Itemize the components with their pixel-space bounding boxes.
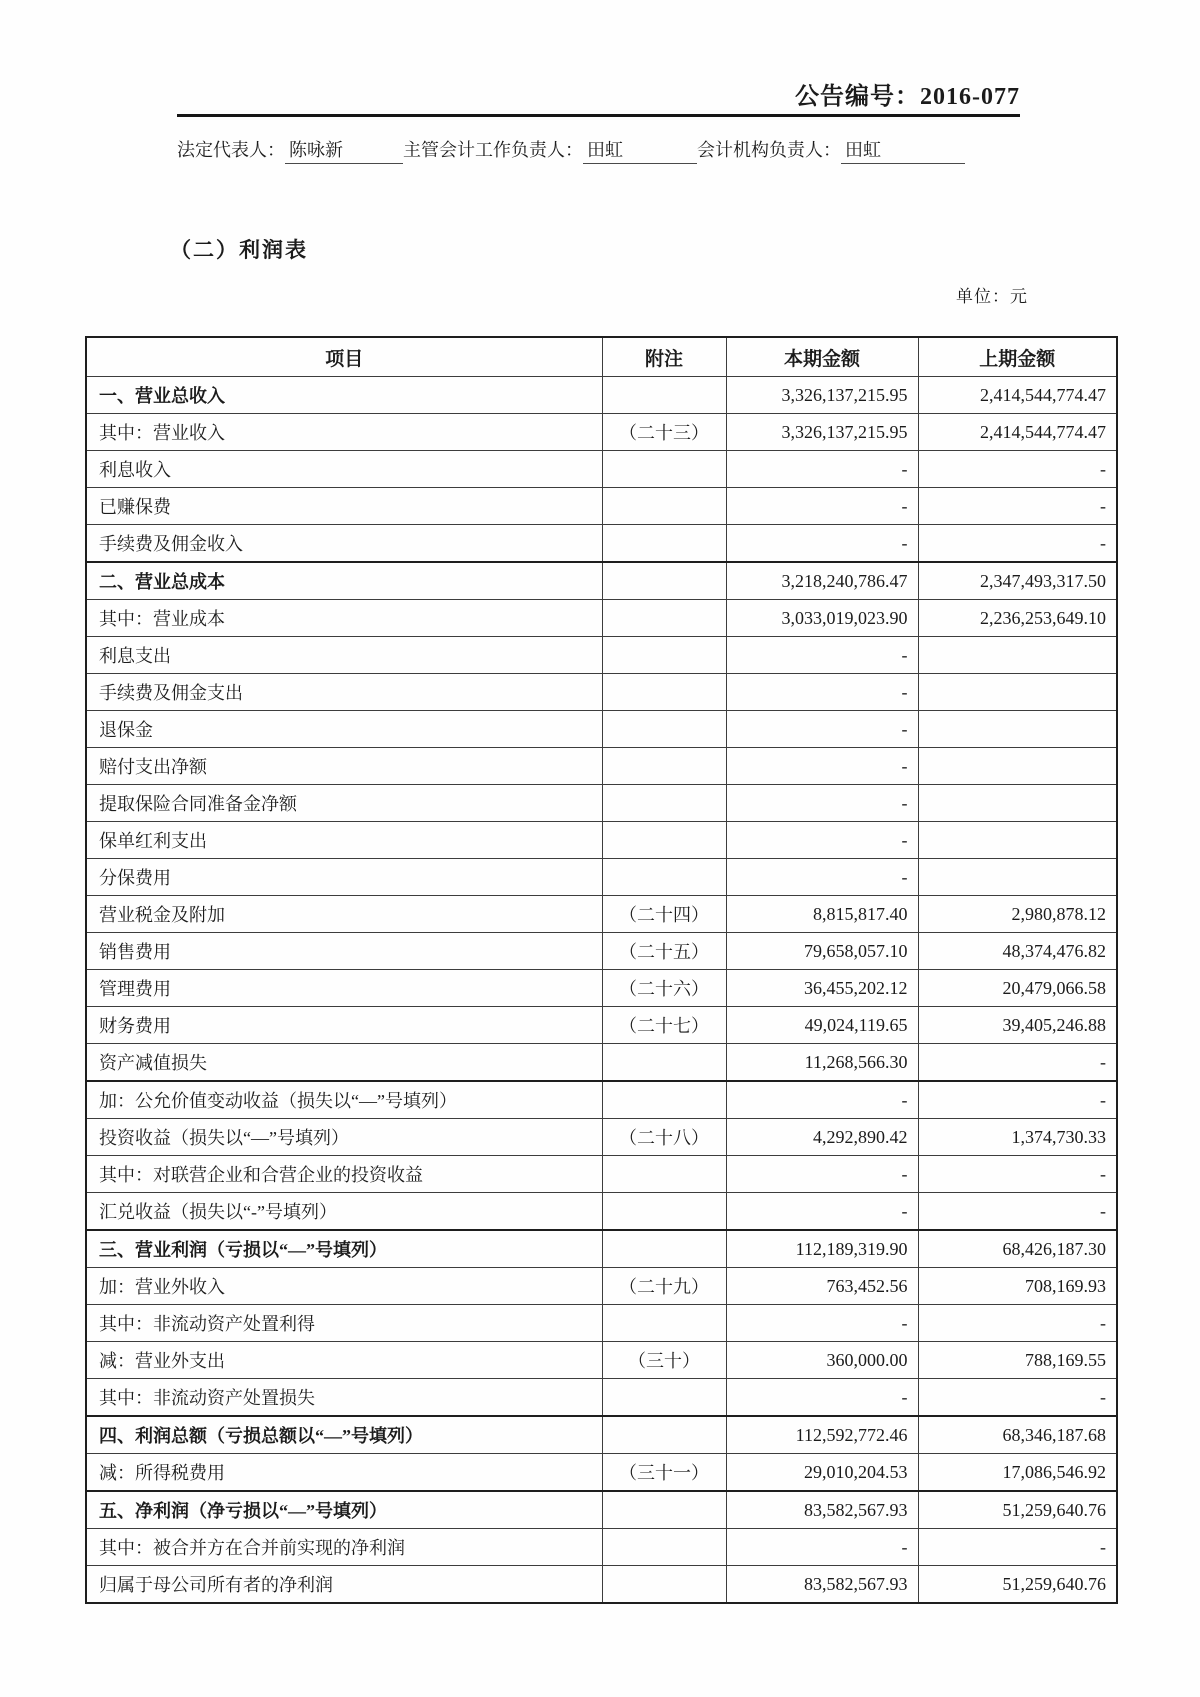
cell-note: （二十四） [602,896,726,933]
cell-note: （二十八） [602,1119,726,1156]
table-row [86,414,1117,451]
cell-current: 79,658,057.10 [726,933,918,970]
cell-note [602,377,726,414]
cell-prior: 1,374,730.33 [918,1119,1117,1156]
cell-item: 保单红利支出 [86,822,602,859]
cell-prior [918,637,1117,674]
cell-current: - [726,1193,918,1231]
header-rule [177,114,1020,117]
table-row [86,451,1117,488]
cell-item: 已赚保费 [86,488,602,525]
table-row [86,1081,1117,1119]
cell-note [602,1529,726,1566]
header-cell-note: 附注 [602,337,726,377]
cell-prior: 708,169.93 [918,1268,1117,1305]
cell-current: 3,326,137,215.95 [726,377,918,414]
cell-note: （二十七） [602,1007,726,1044]
table-row [86,933,1117,970]
section-title: （二）利润表 [170,238,308,262]
notice-number: 公告编号：2016-077 [795,84,1020,110]
cell-item: 赔付支出净额 [86,748,602,785]
cell-prior: 2,236,253,649.10 [918,600,1117,637]
cell-item: 退保金 [86,711,602,748]
table-row [86,1156,1117,1193]
cell-current: - [726,859,918,896]
table-row [86,1230,1117,1268]
cell-item: 其中：非流动资产处置损失 [86,1379,602,1417]
table-row [86,488,1117,525]
cell-current: 83,582,567.93 [726,1491,918,1529]
cell-prior [918,859,1117,896]
cell-current: 3,033,019,023.90 [726,600,918,637]
table-row [86,711,1117,748]
cell-note [602,600,726,637]
unit-label: 单位：元 [956,287,1028,306]
table-row [86,859,1117,896]
table-row [86,896,1117,933]
cell-prior [918,748,1117,785]
cell-prior: 17,086,546.92 [918,1454,1117,1492]
table-row [86,1193,1117,1231]
cell-note [602,1044,726,1082]
table-row [86,377,1117,414]
cell-note [602,488,726,525]
cell-note [602,674,726,711]
cell-prior: - [918,488,1117,525]
cell-item: 五、净利润（净亏损以“—”号填列） [86,1491,602,1529]
cell-item: 汇兑收益（损失以“-”号填列） [86,1193,602,1231]
cell-note [602,1230,726,1268]
table-row [86,1454,1117,1492]
cell-prior: 68,426,187.30 [918,1230,1117,1268]
cell-prior: - [918,1529,1117,1566]
cell-note [602,562,726,600]
table-row [86,1379,1117,1417]
cell-prior: 2,347,493,317.50 [918,562,1117,600]
cell-current: - [726,637,918,674]
cell-current: 4,292,890.42 [726,1119,918,1156]
legal-representative-name: 陈咏新 [285,136,403,164]
cell-item: 其中：营业成本 [86,600,602,637]
cell-current: 83,582,567.93 [726,1566,918,1604]
table-header-row [86,337,1117,377]
cell-note: （二十三） [602,414,726,451]
signers-line [177,136,965,164]
cell-item: 减：营业外支出 [86,1342,602,1379]
cell-current: 763,452.56 [726,1268,918,1305]
cell-current: - [726,748,918,785]
cell-item: 管理费用 [86,970,602,1007]
cell-current: 29,010,204.53 [726,1454,918,1492]
cell-note [602,822,726,859]
cell-prior: - [918,1305,1117,1342]
cell-note: （三十一） [602,1454,726,1492]
cell-current: - [726,1305,918,1342]
cell-prior: 20,479,066.58 [918,970,1117,1007]
cell-prior: - [918,1081,1117,1119]
chief-accounting-officer-label: 主管会计工作负责人： [403,140,583,160]
header-cell-current: 本期金额 [726,337,918,377]
cell-note [602,637,726,674]
cell-note: （二十六） [602,970,726,1007]
cell-note [602,1081,726,1119]
cell-prior: - [918,1193,1117,1231]
table-row [86,600,1117,637]
cell-prior: 51,259,640.76 [918,1566,1117,1604]
cell-prior: 788,169.55 [918,1342,1117,1379]
table-row [86,748,1117,785]
cell-prior [918,711,1117,748]
cell-current: - [726,1081,918,1119]
table-row [86,822,1117,859]
cell-note [602,785,726,822]
cell-prior: 2,414,544,774.47 [918,377,1117,414]
cell-current: 360,000.00 [726,1342,918,1379]
cell-item: 其中：非流动资产处置利得 [86,1305,602,1342]
accounting-department-head-name: 田虹 [841,136,965,164]
cell-prior: - [918,1044,1117,1082]
cell-current: 36,455,202.12 [726,970,918,1007]
cell-current: - [726,451,918,488]
cell-prior: 48,374,476.82 [918,933,1117,970]
chief-accounting-officer-name: 田虹 [583,136,697,164]
table-row [86,1044,1117,1082]
cell-note [602,451,726,488]
cell-current: - [726,1156,918,1193]
table-row [86,1566,1117,1604]
table-row [86,525,1117,563]
cell-prior: 68,346,187.68 [918,1416,1117,1454]
cell-item: 三、营业利润（亏损以“—”号填列） [86,1230,602,1268]
cell-item: 利息收入 [86,451,602,488]
cell-current: 112,189,319.90 [726,1230,918,1268]
cell-prior: 39,405,246.88 [918,1007,1117,1044]
cell-item: 加：营业外收入 [86,1268,602,1305]
cell-note: （二十九） [602,1268,726,1305]
cell-current: - [726,488,918,525]
cell-item: 其中：被合并方在合并前实现的净利润 [86,1529,602,1566]
cell-item: 手续费及佣金支出 [86,674,602,711]
cell-prior: 2,414,544,774.47 [918,414,1117,451]
cell-item: 加：公允价值变动收益（损失以“—”号填列） [86,1081,602,1119]
table-row [86,1416,1117,1454]
table-row [86,1529,1117,1566]
header-cell-item: 项目 [86,337,602,377]
header-cell-prior: 上期金额 [918,337,1117,377]
legal-representative-label: 法定代表人： [177,140,285,160]
cell-note [602,1156,726,1193]
cell-note [602,1566,726,1604]
income-statement-table [85,336,1118,1604]
cell-item: 资产减值损失 [86,1044,602,1082]
income-table-body [86,377,1117,1604]
cell-item: 利息支出 [86,637,602,674]
cell-note [602,1379,726,1417]
table-row [86,1119,1117,1156]
cell-prior: - [918,451,1117,488]
cell-item: 财务费用 [86,1007,602,1044]
table-row [86,970,1117,1007]
cell-current: 3,326,137,215.95 [726,414,918,451]
cell-prior: - [918,1156,1117,1193]
cell-item: 销售费用 [86,933,602,970]
table-row [86,1007,1117,1044]
cell-item: 分保费用 [86,859,602,896]
cell-prior [918,674,1117,711]
cell-item: 提取保险合同准备金净额 [86,785,602,822]
cell-current: - [726,525,918,563]
cell-current: - [726,785,918,822]
cell-note: （二十五） [602,933,726,970]
cell-current: 49,024,119.65 [726,1007,918,1044]
cell-note [602,1416,726,1454]
cell-note [602,525,726,563]
cell-item: 投资收益（损失以“—”号填列） [86,1119,602,1156]
cell-prior [918,822,1117,859]
cell-prior: - [918,1379,1117,1417]
cell-current: - [726,1529,918,1566]
table-row [86,1305,1117,1342]
table-row [86,674,1117,711]
cell-item: 归属于母公司所有者的净利润 [86,1566,602,1604]
cell-item: 其中：营业收入 [86,414,602,451]
cell-current: 3,218,240,786.47 [726,562,918,600]
cell-prior: - [918,525,1117,563]
table-row [86,785,1117,822]
cell-item: 二、营业总成本 [86,562,602,600]
table-row [86,1342,1117,1379]
cell-prior: 51,259,640.76 [918,1491,1117,1529]
cell-current: - [726,711,918,748]
cell-item: 减：所得税费用 [86,1454,602,1492]
cell-current: 112,592,772.46 [726,1416,918,1454]
cell-current: 11,268,566.30 [726,1044,918,1082]
cell-item: 四、利润总额（亏损总额以“—”号填列） [86,1416,602,1454]
cell-item: 一、营业总收入 [86,377,602,414]
cell-prior [918,785,1117,822]
cell-note [602,1193,726,1231]
cell-item: 其中：对联营企业和合营企业的投资收益 [86,1156,602,1193]
cell-item: 营业税金及附加 [86,896,602,933]
cell-note [602,748,726,785]
table-row [86,562,1117,600]
table-row [86,1491,1117,1529]
cell-current: 8,815,817.40 [726,896,918,933]
cell-note: （三十） [602,1342,726,1379]
cell-note [602,859,726,896]
cell-prior: 2,980,878.12 [918,896,1117,933]
table-row [86,637,1117,674]
cell-note [602,711,726,748]
table-row [86,1268,1117,1305]
accounting-department-head-label: 会计机构负责人： [697,140,841,160]
cell-note [602,1305,726,1342]
cell-note [602,1491,726,1529]
cell-current: - [726,674,918,711]
cell-current: - [726,822,918,859]
cell-item: 手续费及佣金收入 [86,525,602,563]
cell-current: - [726,1379,918,1417]
